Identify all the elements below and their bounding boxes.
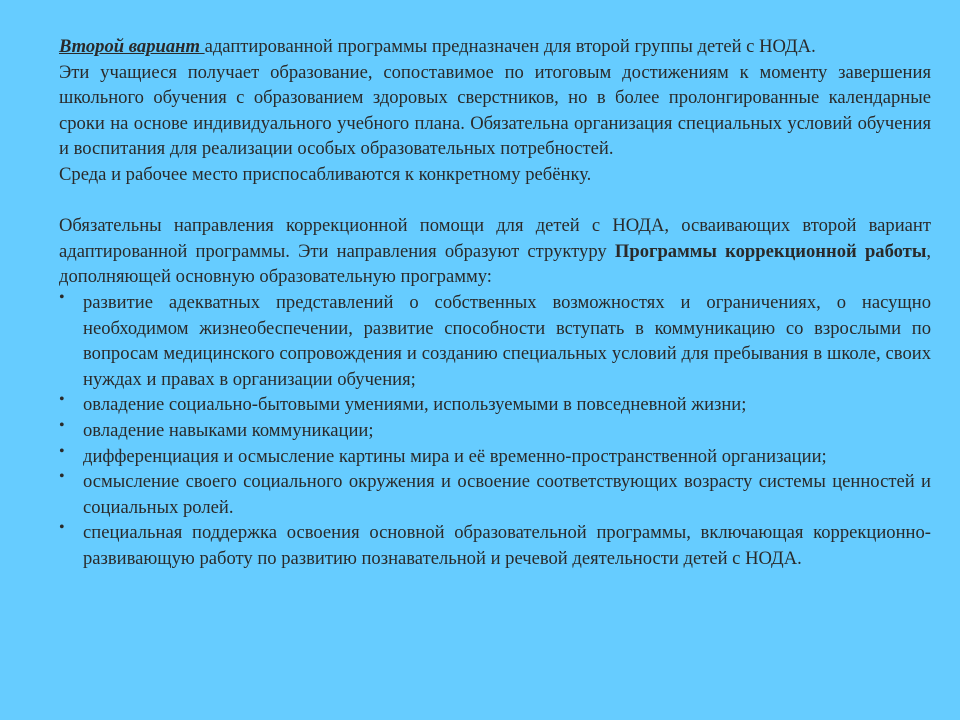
variant-heading: Второй вариант xyxy=(59,36,200,57)
bullet-icon: • xyxy=(59,391,65,409)
list-item-text: развитие адекватных представлений о собственных возможностях и ограничениях, о насущно необходимом жизнеобеспечении, развитие способности вступать в коммуникацию со взрослыми по вопросам медицинского сопровождения и созданию специальных условий для пребывания в школе, своих нуждах и правах в организации обучения; xyxy=(83,291,931,390)
list-item xyxy=(59,469,931,520)
list-item-text: дифференциация и осмысление картины мира и её временно-пространственной организации; xyxy=(83,445,827,467)
list-item-text: овладение социально-бытовыми умениями, используемыми в повседневной жизни; xyxy=(83,394,747,416)
list-item xyxy=(59,392,931,418)
list-item xyxy=(59,418,931,444)
list-item xyxy=(59,290,931,392)
correction-directions-list xyxy=(59,290,931,572)
program-name: Программы коррекционной работы xyxy=(614,240,927,262)
list-item xyxy=(59,444,931,470)
variant-description: Эти учащиеся получает образование, сопоставимое по итоговым достижениям к моменту завершения школьного обучения с образованием здоровых сверстников, но в более пролонгированные календарные сроки на основе индивидуального учебного плана. Обязательна организация специальных условий обучения и воспитания для реализации особых образовательных потребностей. xyxy=(59,61,931,160)
list-item xyxy=(59,520,931,571)
bullet-icon: • xyxy=(59,288,65,306)
bullet-icon: • xyxy=(59,442,65,460)
correction-intro-text: Обязательны направления коррекционной помощи для детей с НОДА, осваивающих второй вариант адаптированной программы. Эти направления образуют структуру xyxy=(59,215,931,262)
variant-heading-rest: адаптированной программы предназначен для второй группы детей с НОДА. xyxy=(204,36,816,57)
slide-content xyxy=(59,34,931,571)
intro-line xyxy=(59,34,931,60)
spacer xyxy=(59,188,931,214)
correction-intro xyxy=(59,213,931,290)
list-item-text: осмысление своего социального окружения и освоение соответствующих возрасту системы ценностей и социальных ролей. xyxy=(83,471,931,518)
environment-note: Среда и рабочее место приспосабливаются к конкретному ребёнку. xyxy=(59,163,592,185)
bullet-icon: • xyxy=(59,519,65,537)
bullet-icon: • xyxy=(59,416,65,434)
list-item-text: специальная поддержка освоения основной образовательной программы, включающая коррекционно-развивающую работу по развитию познавательной и речевой деятельности детей с НОДА. xyxy=(83,522,931,569)
correction-intro-tail: , дополняющей основную образовательную программу: xyxy=(59,240,931,288)
list-item-text: овладение навыками коммуникации; xyxy=(83,419,374,441)
bullet-icon: • xyxy=(59,468,65,486)
